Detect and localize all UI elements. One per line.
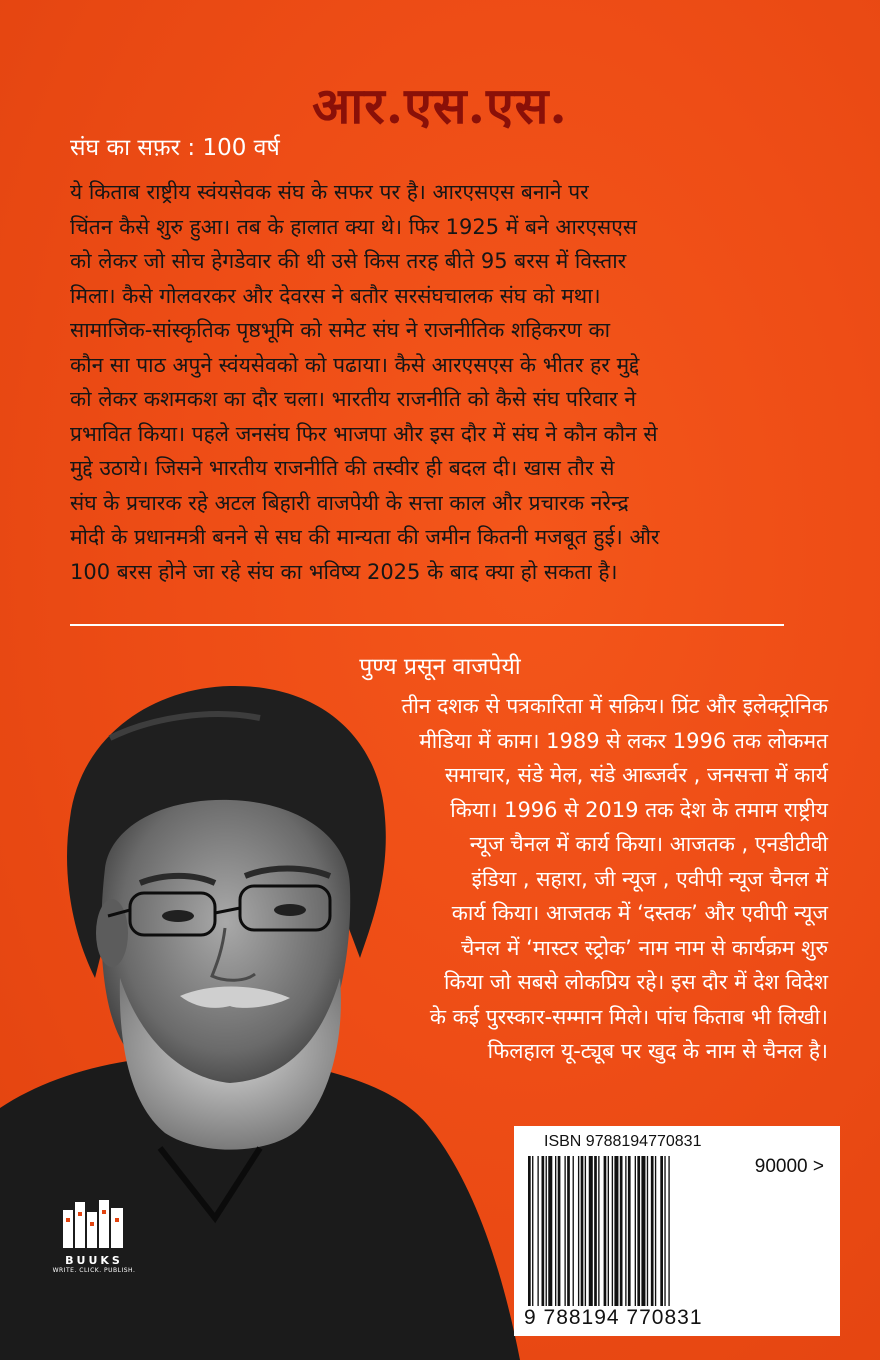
blurb-line: चिंतन कैसे शुरु हुआ। तब के हालात क्या थे। फिर 1925 में बने आरएसएस: [70, 214, 638, 239]
barcode-bar: [589, 1156, 593, 1306]
barcode-bar: [528, 1156, 531, 1306]
bio-line: फिलहाल यू-ट्यूब पर खुद के नाम से चैनल है।: [487, 1039, 828, 1063]
blurb-line: सामाजिक-सांस्कृतिक पृष्ठभूमि को समेट संघ ने राजनीतिक शहिकरण का: [70, 318, 611, 342]
isbn-label: ISBN 9788194770831: [544, 1133, 702, 1150]
bio-line: तीन दशक से पत्रकारिता में सक्रिय। प्रिंट और इलेक्ट्रोनिक: [401, 694, 828, 718]
book-blurb: [70, 175, 830, 589]
barcode-bar: [567, 1156, 570, 1306]
bio-line: चैनल में ‘मास्टर स्ट्रोक’ नाम नाम से कार्यक्रम शुरु: [461, 935, 828, 960]
barcode-bar: [660, 1156, 663, 1306]
barcode-bar: [614, 1156, 618, 1306]
bio-line: के कई पुरस्कार-सम्मान मिले। पांच किताब भी लिखी।: [429, 1004, 828, 1029]
barcode-bar: [620, 1156, 623, 1306]
bio-line: किया जो सबसे लोकप्रिय रहे। इस दौर में देश विदेश: [444, 970, 828, 994]
bio-line: न्यूज चैनल में कार्य किया। आजतक , एनडीटीवी: [469, 832, 828, 856]
books-icon: [59, 1198, 129, 1248]
bio-line: कार्य किया। आजतक में ‘दस्तक’ और एवीपी न्यूज: [451, 901, 828, 925]
barcode-bar: [651, 1156, 654, 1306]
barcode-bar: [548, 1156, 552, 1306]
blurb-line: कौन सा पाठ अपुने स्वंयसेवको को पढाया। कैसे आरएसएस के भीतर हर मुद्दे: [70, 352, 640, 377]
blurb-line: ये किताब राष्ट्रीय स्वंयसेवक संघ के सफर पर है। आरएसएस बनाने पर: [70, 180, 589, 204]
section-divider: [70, 624, 784, 626]
isbn-barcode: [514, 1126, 840, 1336]
blurb-line: मुद्दे उठाये। जिसने भारतीय राजनीति की तस्वीर ही बदल दी। खास तौर से: [70, 456, 615, 480]
barcode-bar: [612, 1156, 613, 1306]
isbn-digits: 9 788194 770831: [524, 1306, 703, 1329]
blurb-line: को लेकर कशमकश का दौर चला। भारतीय राजनीति को कैसे संघ परिवार ने: [70, 387, 637, 411]
barcode-bar: [542, 1156, 545, 1306]
barcode-bar: [647, 1156, 648, 1306]
blurb-line: 100 बरस होने जा रहे संघ का भविष्य 2025 के बाद क्या हो सकता है।: [70, 559, 618, 584]
book-subtitle: संघ का सफ़र : 100 वर्ष: [70, 135, 280, 161]
blurb-line: प्रभावित किया। पहले जनसंघ फिर भाजपा और इस दौर में संघ ने कौन कौन से: [70, 421, 658, 446]
bio-line: किया। 1996 से 2019 तक देश के तमाम राष्ट्रीय: [450, 797, 828, 822]
barcode-bar: [581, 1156, 584, 1306]
barcode-bars: [528, 1156, 754, 1306]
blurb-line: को लेकर जो सोच हेगडेवार की थी उसे किस तरह बीते 95 बरस में विस्तार: [70, 249, 627, 273]
publisher-logo: [44, 1198, 144, 1274]
barcode-bar: [532, 1156, 533, 1306]
barcode-bar: [664, 1156, 665, 1306]
barcode-bar: [655, 1156, 656, 1306]
barcode-bar: [628, 1156, 631, 1306]
barcode-bar: [604, 1156, 607, 1306]
barcode-bar: [558, 1156, 561, 1306]
barcode-bar: [608, 1156, 609, 1306]
barcode-bar: [585, 1156, 586, 1306]
publisher-name: BUUKS: [65, 1254, 123, 1267]
blurb-line: संघ के प्रचारक रहे अटल बिहारी वाजपेयी के सत्ता काल और प्रचारक नरेन्द्र: [70, 490, 629, 515]
barcode-bar: [555, 1156, 556, 1306]
bio-line: इंडिया , सहारा, जी न्यूज , एवीपी न्यूज चैनल में: [471, 866, 828, 891]
barcode-bar: [573, 1156, 574, 1306]
author-name: पुण्य प्रसून वाजपेयी: [359, 654, 521, 680]
author-bio: [268, 689, 828, 1069]
bio-line: समाचार, संडे मेल, संडे आब्जर्वर , जनसत्ता में कार्य: [444, 763, 828, 787]
barcode-bar: [546, 1156, 547, 1306]
barcode-bar: [598, 1156, 599, 1306]
book-title: आर.एस.एस.: [312, 76, 568, 135]
barcode-bar: [594, 1156, 597, 1306]
barcode-bar: [564, 1156, 565, 1306]
blurb-line: मोदी के प्रधानमत्री बनने से सघ की मान्यता की जमीन कितनी मजबूत हुई। और: [70, 525, 660, 549]
barcode-bar: [625, 1156, 626, 1306]
barcode-bar: [641, 1156, 645, 1306]
barcode-bar: [635, 1156, 636, 1306]
barcode-bar: [668, 1156, 669, 1306]
bio-line: मीडिया में काम। 1989 से लकर 1996 तक लोकमत: [419, 728, 828, 753]
barcode-bar: [637, 1156, 640, 1306]
publisher-tagline: WRITE. CLICK. PUBLISH.: [52, 1267, 136, 1274]
price-code: 90000 >: [754, 1156, 824, 1177]
barcode-bar: [537, 1156, 538, 1306]
blurb-line: मिला। कैसे गोलवरकर और देवरस ने बतौर सरसंघचालक संघ को मथा।: [70, 283, 601, 308]
barcode-bar: [578, 1156, 579, 1306]
